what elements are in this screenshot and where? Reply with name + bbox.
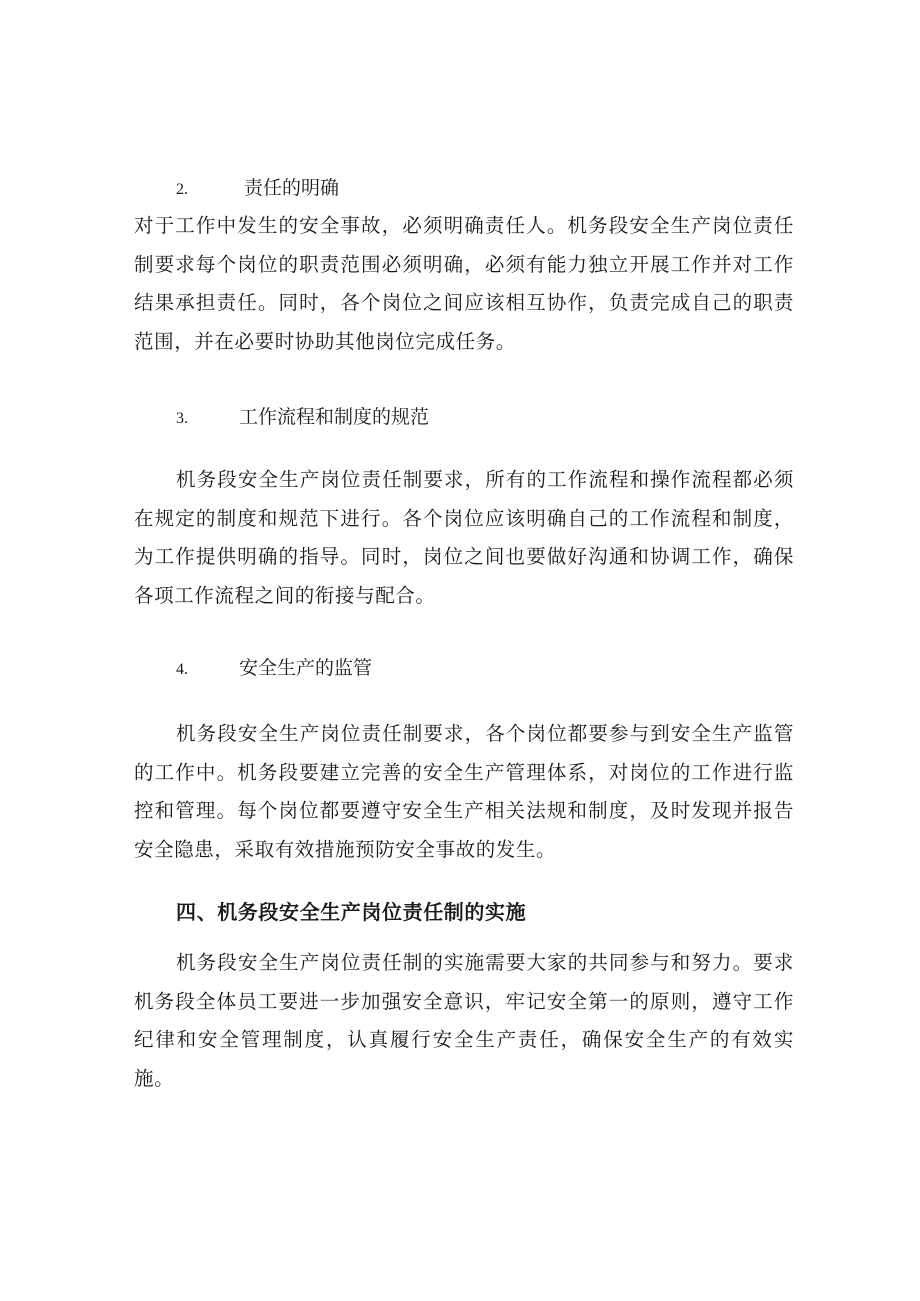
item-number: 4. xyxy=(176,661,188,678)
item-paragraph-4: 机务段安全生产岗位责任制要求，各个岗位都要参与到安全生产监管的工作中。机务段要建立完善的安全生产管理体系，对岗位的工作进行监控和管理。每个岗位都要遵守安全生产相关法规和制度，及时发现并报告安全隐患，采取有效措施预防安全事故的发生。 xyxy=(134,722,794,861)
section-heading: 四、机务段安全生产岗位责任制的实施 xyxy=(176,900,527,924)
item-heading-4 xyxy=(176,656,373,680)
item-number: 2. xyxy=(176,181,188,198)
item-title: 安全生产的监管 xyxy=(239,657,373,679)
item-heading-2 xyxy=(176,176,340,200)
item-title: 责任的明确 xyxy=(244,177,340,199)
item-title: 工作流程和制度的规范 xyxy=(239,406,430,428)
item-number: 3. xyxy=(176,410,188,427)
item-paragraph-3: 机务段安全生产岗位责任制要求，所有的工作流程和操作流程都必须在规定的制度和规范下进行。各个岗位应该明确自己的工作流程和制度，为工作提供明确的指导。同时，岗位之间也要做好沟通和协调工作，确保各项工作流程之间的衔接与配合。 xyxy=(134,468,794,607)
item-heading-3 xyxy=(176,405,430,429)
item-paragraph-2: 对于工作中发生的安全事故，必须明确责任人。机务段安全生产岗位责任制要求每个岗位的职责范围必须明确，必须有能力独立开展工作并对工作结果承担责任。同时，各个岗位之间应该相互协作，负责完成自己的职责范围，并在必要时协助其他岗位完成任务。 xyxy=(134,214,794,353)
section-paragraph: 机务段安全生产岗位责任制的实施需要大家的共同参与和努力。要求机务段全体员工要进一步加强安全意识，牢记安全第一的原则，遵守工作纪律和安全管理制度，认真履行安全生产责任，确保安全生产的有效实施。 xyxy=(134,951,794,1090)
